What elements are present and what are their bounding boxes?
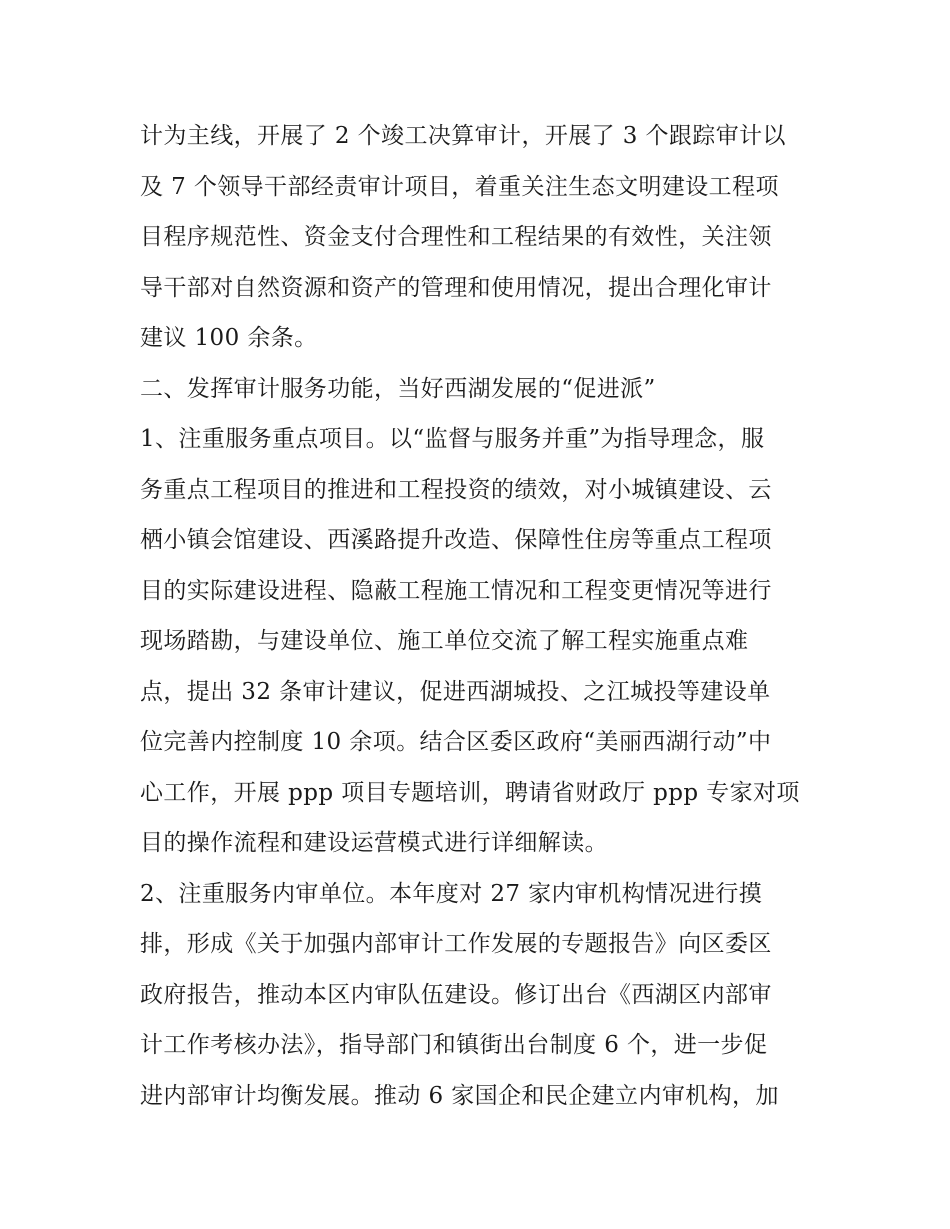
text-line: 务重点工程项目的推进和工程投资的绩效，对小城镇建设、云	[140, 476, 772, 503]
text-line: 心工作，开展 ppp 项目专题培训，聘请省财政厅 ppp 专家对项	[140, 779, 800, 806]
text-line: 栖小镇会馆建设、西溪路提升改造、保障性住房等重点工程项	[140, 527, 772, 553]
text-line: 计为主线，开展了 2 个竣工决算审计，开展了 3 个跟踪审计以	[140, 123, 786, 149]
text-line: 现场踏勘，与建设单位、施工单位交流了解工程实施重点难	[140, 628, 749, 654]
text-line: 导干部对自然资源和资产的管理和使用情况，提出合理化审计	[140, 274, 772, 301]
text-line: 进内部审计均衡发展。推动 6 家国企和民企建立内审机构，加	[140, 1082, 779, 1109]
text-line: 1、注重服务重点项目。以“监督与服务并重”为指导理念，服	[140, 426, 765, 452]
text-line: 及 7 个领导干部经责审计项目，着重关注生态文明建设工程项	[140, 173, 779, 200]
text-line: 2、注重服务内审单位。本年度对 27 家内审机构情况进行摸	[140, 880, 763, 907]
section-heading: 二、发挥审计服务功能，当好西湖发展的“促进派”	[140, 375, 656, 402]
text-line: 目的操作流程和建设运营模式进行详细解读。	[140, 830, 608, 856]
text-line: 目的实际建设进程、隐蔽工程施工情况和工程变更情况等进行	[140, 577, 772, 604]
text-line: 排，形成《关于加强内部审计工作发展的专题报告》向区委区	[140, 931, 772, 957]
text-line: 政府报告，推动本区内审队伍建设。修订出台《西湖区内部审	[140, 981, 772, 1008]
text-line: 点，提出 32 条审计建议，促进西湖城投、之江城投等建设单	[140, 678, 771, 705]
text-line: 位完善内控制度 10 余项。结合区委区政府“美丽西湖行动”中	[140, 729, 772, 755]
text-line: 目程序规范性、资金支付合理性和工程结果的有效性，关注领	[140, 224, 772, 250]
text-line: 建议 100 余条。	[140, 325, 318, 351]
text-line: 计工作考核办法》，指导部门和镇街出台制度 6 个，进一步促	[140, 1032, 768, 1058]
